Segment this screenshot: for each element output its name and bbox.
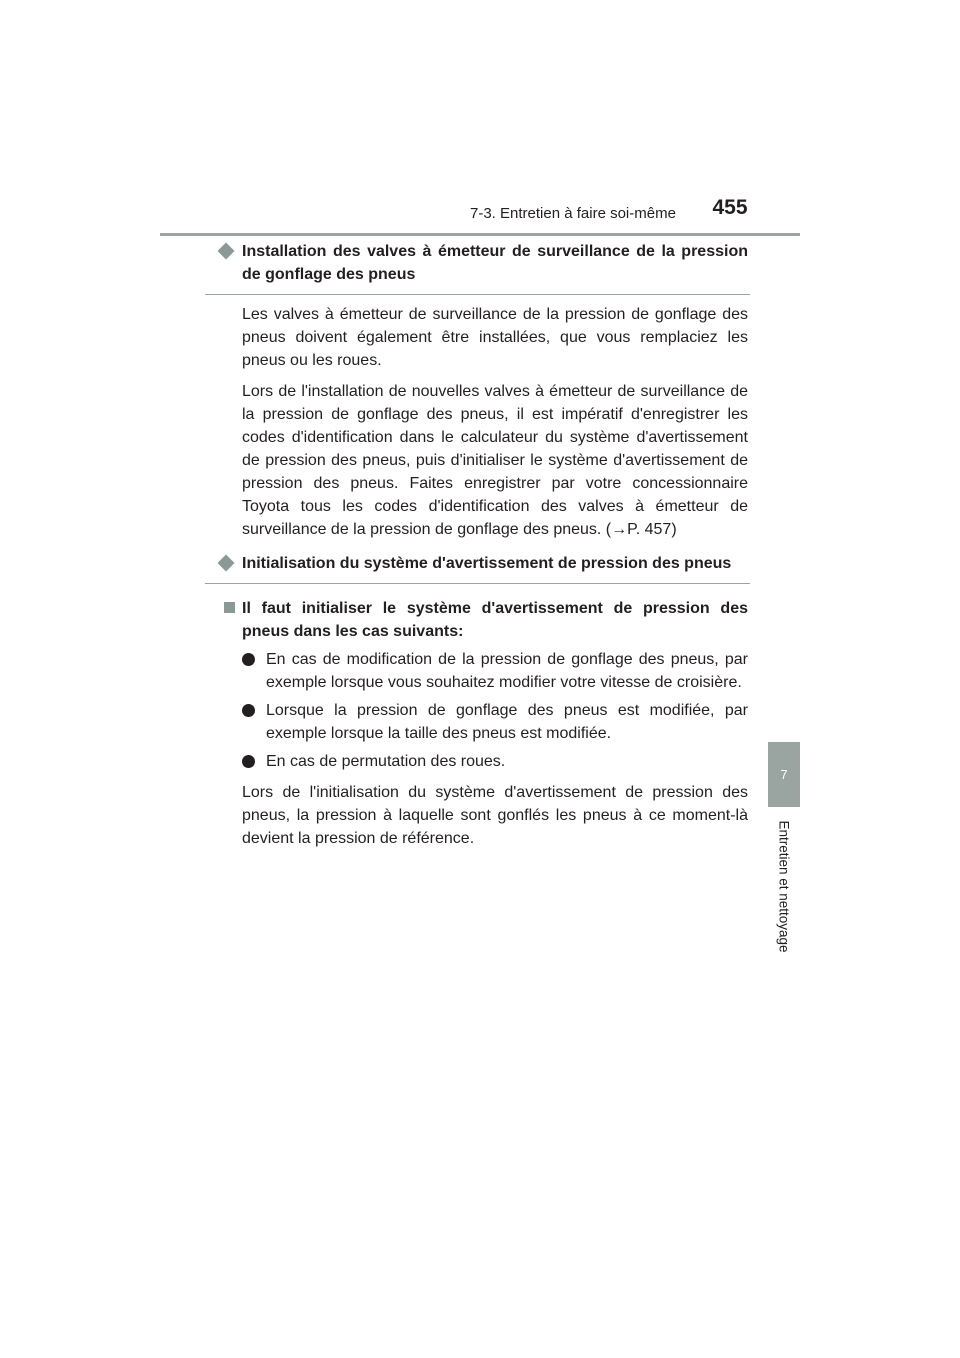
square-bullet-icon [224, 602, 235, 613]
list-item-text: Lorsque la pression de gonflage des pneus est modifiée, par exemple lorsque la taille des pneus est modifiée. [266, 702, 748, 742]
paragraph: Les valves à émetteur de surveillance de la pression de gonflage des pneus doivent également être installées, que vous remplaciez les pneus ou les roues. [242, 306, 748, 369]
header-divider [160, 233, 800, 236]
section-divider [205, 583, 750, 584]
chapter-title: Entretien et nettoyage [776, 819, 792, 953]
subheading-text: Il faut initialiser le système d'avertissement de pression des pneus dans les cas suivants: [242, 600, 748, 640]
chapter-number: 7 [780, 767, 788, 782]
diamond-bullet-icon [218, 243, 235, 260]
subheading [218, 597, 748, 643]
list-item [218, 750, 748, 773]
header-section-title: 7-3. Entretien à faire soi-même [470, 205, 676, 222]
chapter-title-vertical [769, 816, 799, 956]
page-content [218, 240, 748, 850]
list-item [218, 699, 748, 745]
section-heading-installation [218, 240, 748, 286]
paragraph: Lors de l'initialisation du système d'avertissement de pression des pneus, la pression à laquelle sont gonflés les pneus à ce moment-là devient la pression de référence. [242, 784, 748, 847]
diamond-bullet-icon [218, 555, 235, 572]
circle-bullet-icon [242, 653, 255, 666]
section-divider [205, 294, 750, 295]
section-heading-text: Installation des valves à émetteur de surveillance de la pression de gonflage des pneus [242, 243, 748, 283]
circle-bullet-icon [242, 704, 255, 717]
circle-bullet-icon [242, 755, 255, 768]
chapter-tab [768, 742, 800, 807]
section-heading-initialisation [218, 552, 748, 575]
paragraph: Lors de l'installation de nouvelles valves à émetteur de surveillance de la pression de gonflage des pneus, il est impératif d'enregistrer les codes d'identification dans le calculateur du système d'avertissement de pression des pneus, puis d'initialiser le système d'avertissement de pression des pneus. Faites enregistrer par votre concessionnaire Toyota tous les codes d'identification des valves à émetteur de surveillance de la pression de gonflage des pneus. (→P. 457) [242, 383, 748, 538]
section-heading-text: Initialisation du système d'avertissement de pression des pneus [242, 555, 732, 572]
list-item-text: En cas de modification de la pression de gonflage des pneus, par exemple lorsque vous souhaitez modifier votre vitesse de croisière. [266, 651, 748, 691]
page-number: 455 [712, 196, 748, 219]
list-item [218, 648, 748, 694]
list-item-text: En cas de permutation des roues. [266, 753, 506, 770]
